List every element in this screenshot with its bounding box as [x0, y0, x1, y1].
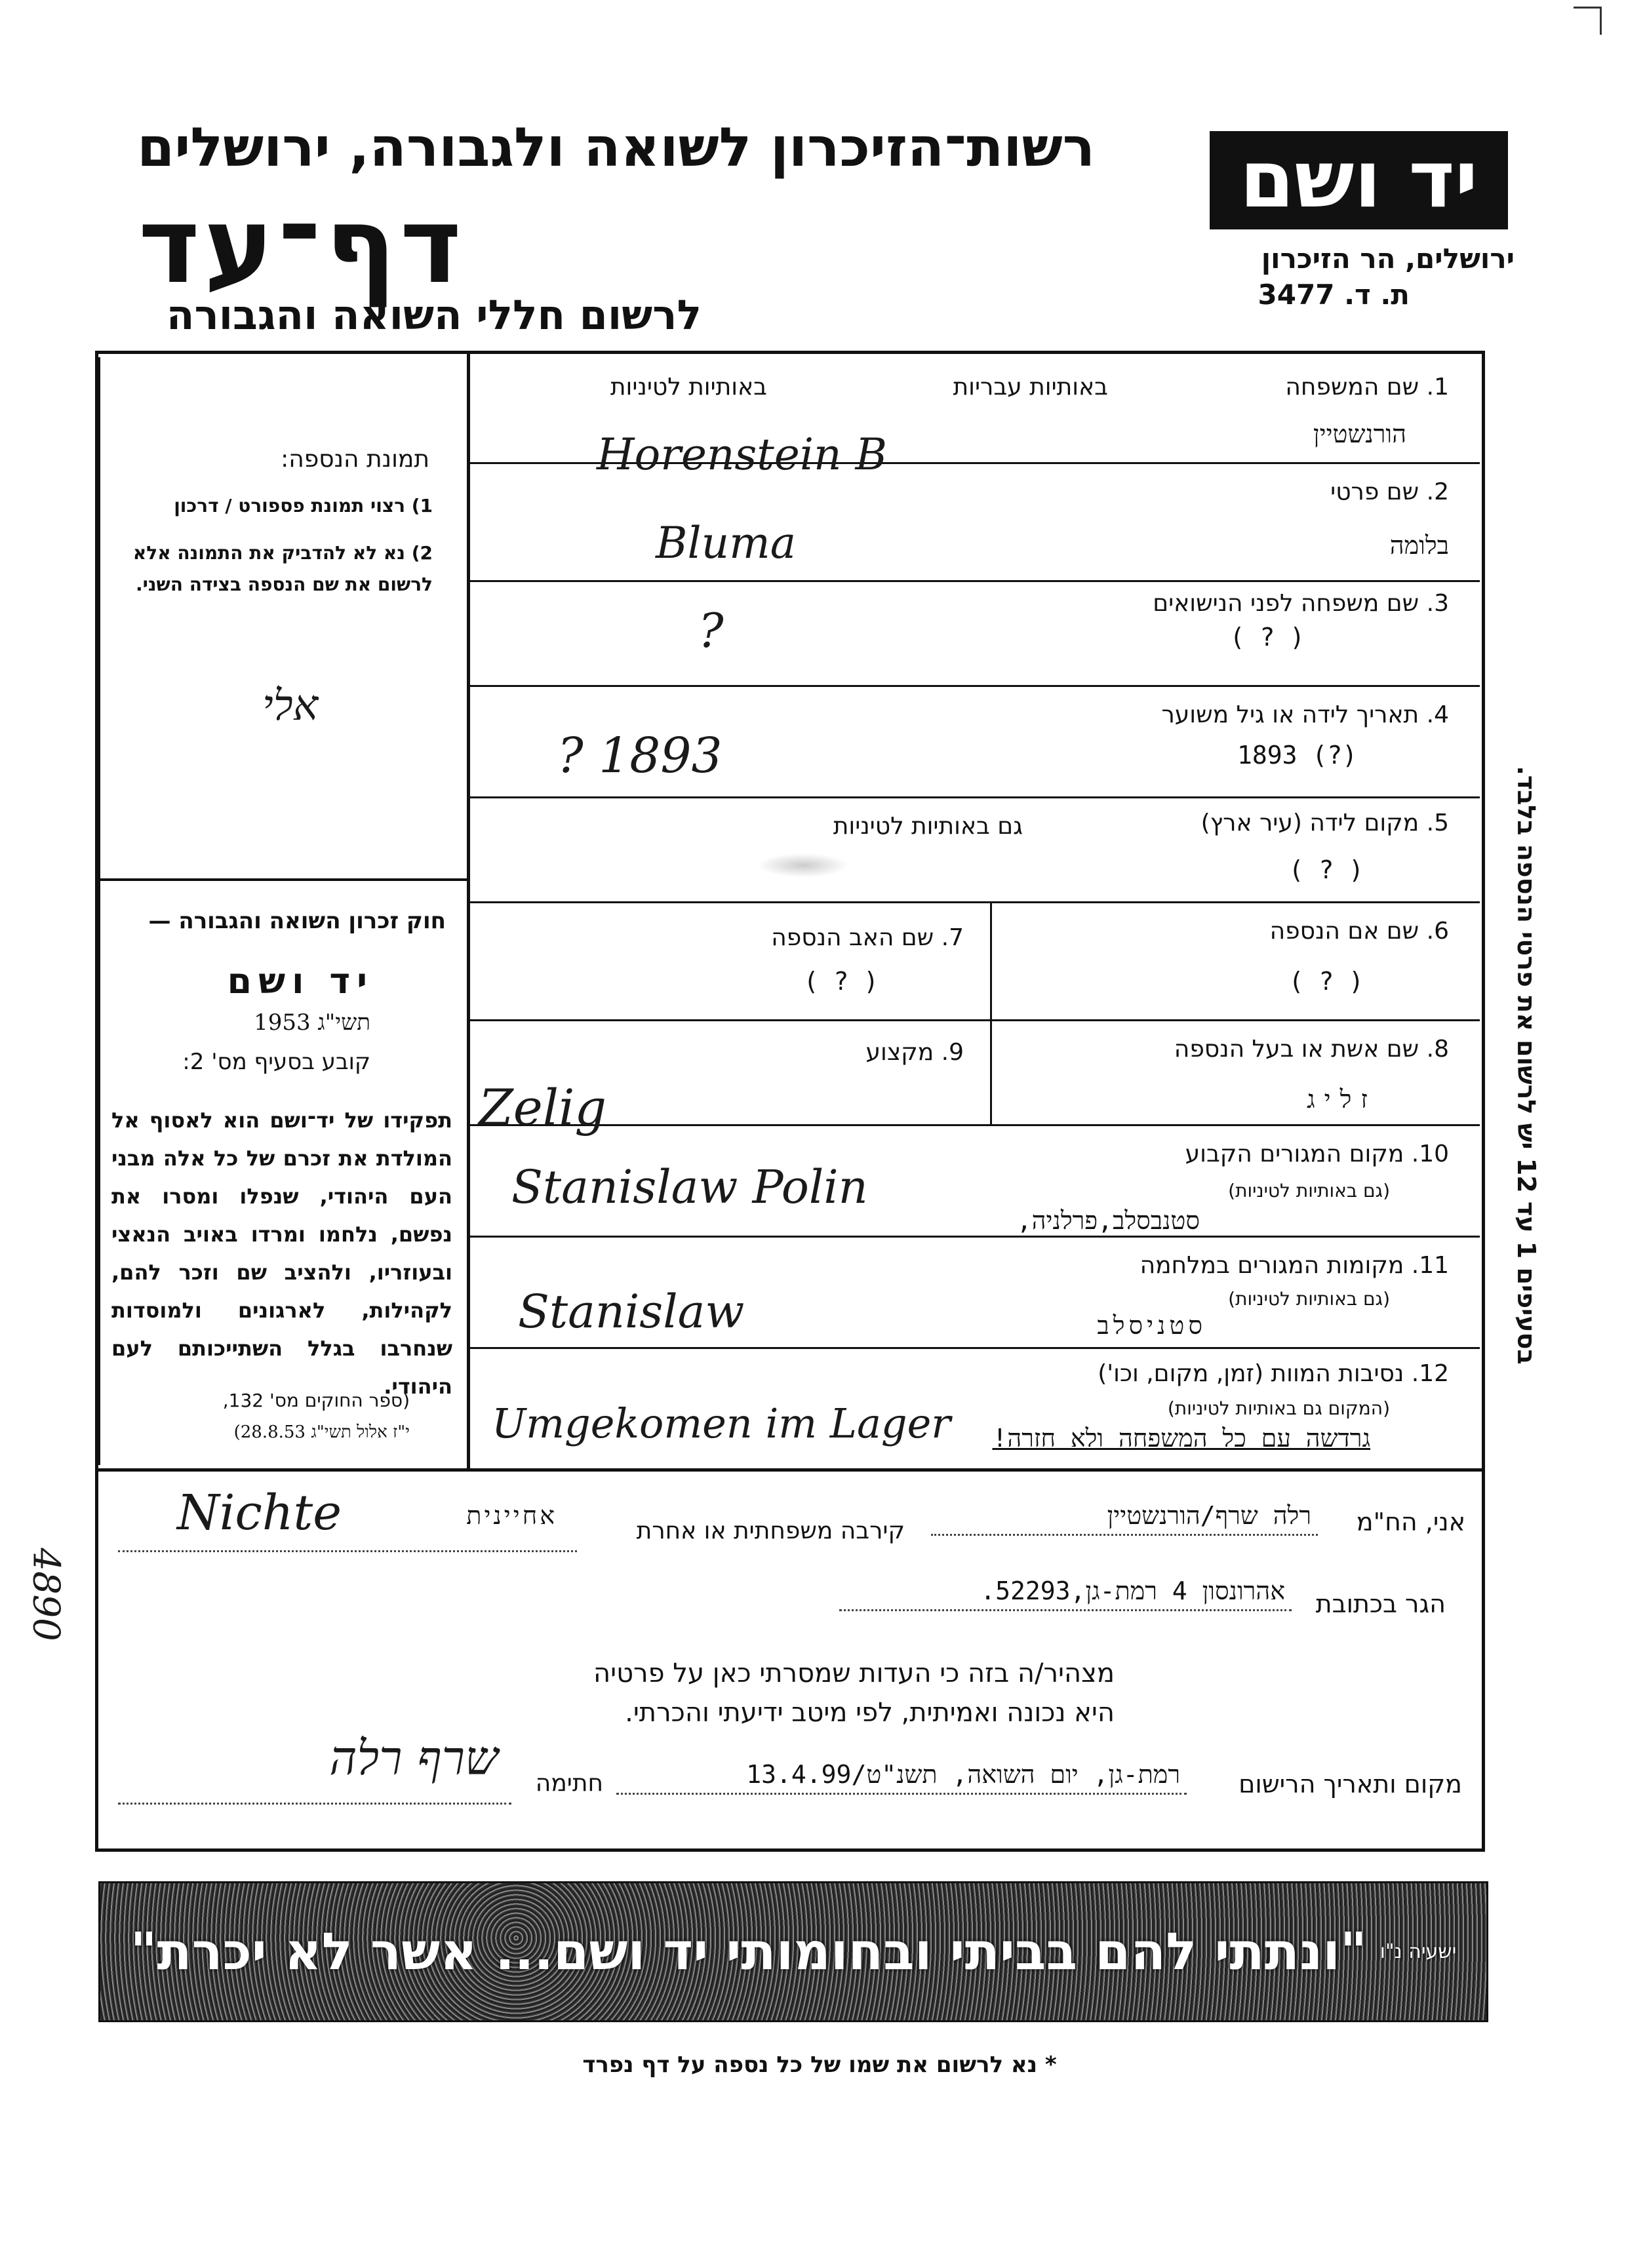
- statement-line-1: מצהיר/ה בזה כי העדות שמסרתי כאן על פרטיה: [593, 1658, 1115, 1689]
- law-name: יד ושם: [227, 960, 374, 1002]
- field-7-label: 7. שם האב הנספה: [771, 924, 964, 951]
- declarant-name[interactable]: רלה שרף/הורנשטיין: [1107, 1501, 1311, 1530]
- field-3-handwritten-value[interactable]: ?: [698, 603, 724, 658]
- form-title: דף־עד: [138, 184, 466, 307]
- field-12-label: 12. נסיבות המוות (זמן, מקום, וכו'): [1098, 1360, 1449, 1387]
- field-10-typed-value[interactable]: סטנבסלב,פרלניה,: [1016, 1206, 1200, 1235]
- photo-note-2: 2) נא לא להדביק את התמונה אלא לרשום את שם הנספה בצידה השני.: [132, 542, 433, 595]
- field-1-label: 1. שם המשפחה: [1285, 374, 1449, 401]
- authority-title: רשות־הזיכרון לשואה ולגבורה, ירושלים: [137, 117, 1095, 179]
- field-9-label: 9. מקצוע: [865, 1039, 964, 1066]
- law-ref-2: י"ז אלול תשי"ג 28.8.53): [233, 1422, 410, 1442]
- field-9-handwritten-value[interactable]: Zelig: [479, 1078, 607, 1137]
- logo-text: יד ושם: [1239, 134, 1478, 225]
- footnote: * נא לרשום את שמו של כל נספה על דף נפרד: [582, 2052, 1057, 2078]
- field-11-sub: (גם באותיות לטיניות): [1228, 1288, 1390, 1310]
- photo-title: תמונת הנספה:: [281, 446, 429, 473]
- relation-label: קירבה משפחתית או אחרת: [636, 1517, 905, 1544]
- corner-marks: [1574, 7, 1602, 35]
- field-1-typed-value[interactable]: הורנשטיין: [1313, 420, 1406, 448]
- field-1-hebrew-header: באותיות עבריות: [953, 374, 1108, 401]
- field-5-typed-value[interactable]: ( ? ): [1288, 855, 1364, 884]
- law-year: תשי"ג 1953: [254, 1009, 370, 1036]
- logo-address-line2: ת. ד. 3477: [1258, 279, 1410, 311]
- field-3-label: 3. שם משפחה לפני הנישואים: [1153, 590, 1449, 617]
- field-2-label: 2. שם פרטי: [1330, 479, 1449, 505]
- banner-text: "ונתתי להם בביתי ובחומותי יד ושם... אשר לא יכרת": [130, 1922, 1367, 1982]
- law-ref-1: (ספר החוקים מס' 132,: [222, 1390, 410, 1411]
- quote-banner: [98, 1881, 1488, 2022]
- address-label: הגר בכתובת: [1315, 1590, 1446, 1618]
- place-date-label: מקום ותאריך הרישום: [1239, 1770, 1462, 1799]
- margin-number: 4890: [24, 1548, 68, 1641]
- relation-handwritten[interactable]: Nichte: [177, 1485, 342, 1541]
- address-value[interactable]: אהרונסון 4 רמת-גן,52293.: [980, 1576, 1285, 1605]
- statement-line-2: היא נכונה ואמיתית, לפי מיטב ידיעתי והכרתי.: [625, 1698, 1115, 1728]
- left-column-divider: [467, 354, 470, 1468]
- place-date-value[interactable]: רמת-גן, יום השואה, תשנ"ט/13.4.99: [746, 1760, 1180, 1789]
- form-subtitle: לרשום חללי השואה והגבורה: [166, 291, 702, 339]
- law-section: קובע בסעיף מס' 2:: [182, 1049, 370, 1075]
- field-4-label: 4. תאריך לידה או גיל משוער: [1161, 701, 1449, 728]
- field-7-typed-value[interactable]: ( ? ): [803, 967, 879, 996]
- field-12-sub: (המקום גם באותיות לטיניות): [1167, 1398, 1390, 1419]
- field-4-typed-value[interactable]: (?) 1893: [1237, 741, 1357, 770]
- field-11-label: 11. מקומות המגורים במלחמה: [1140, 1252, 1449, 1279]
- field-1-latin-header: באותיות לטיניות: [610, 374, 767, 401]
- field-11-handwritten-value[interactable]: Stanislaw: [518, 1285, 745, 1339]
- logo-address-line1: ירושלים, הר הזיכרון: [1261, 243, 1515, 275]
- field-12-handwritten-value[interactable]: Umgekomen im Lager: [492, 1399, 951, 1447]
- relation-typed[interactable]: אחיינית: [466, 1501, 557, 1530]
- field-10-handwritten-value[interactable]: Stanislaw Polin: [511, 1160, 868, 1214]
- field-6-typed-value[interactable]: ( ? ): [1288, 967, 1364, 996]
- field-10-sub: (גם באותיות לטיניות): [1228, 1180, 1390, 1202]
- field-8-typed-value[interactable]: זליג: [1307, 1085, 1377, 1114]
- field-1-handwritten-value[interactable]: Horenstein B: [597, 429, 887, 480]
- law-title: חוק זכרון השואה והגבורה —: [148, 908, 446, 934]
- signature-label: חתימה: [535, 1770, 603, 1797]
- yad-vashem-logo: [1210, 131, 1508, 229]
- field-12-typed-value[interactable]: גרדשה עם כל המשפחה ולא חזרה!: [992, 1424, 1370, 1453]
- field-11-typed-value[interactable]: סטניסלב: [1097, 1311, 1206, 1340]
- law-body: תפקידו של יד־ושם הוא לאסוף אל המולדת את זכרם של כל אלה מבני העם היהודי, שנפלו ומסרו את נפשם, נלחמו ומרדו באויב הנאצי ובעוזריו, ולהציב שם וזכר להם, לקהילות, לארגונים ולמוסדות שנחרבו בגלל השתייכותם לעם היהודי.: [111, 1108, 452, 1399]
- field-6-label: 6. שם אם הנספה: [1269, 918, 1449, 945]
- signature[interactable]: שרף רלה: [329, 1730, 498, 1786]
- field-2-typed-value[interactable]: בלומה: [1389, 531, 1449, 560]
- photo-scribble: אלי: [262, 682, 319, 730]
- field-2-handwritten-value[interactable]: Bluma: [656, 518, 797, 568]
- side-note-vertical: בסעיפים 1 עד 12 יש לרשום את פרטי הנספה בלבד.: [1512, 766, 1541, 1365]
- field-3-typed-value[interactable]: ( ? ): [1229, 623, 1305, 652]
- banner-citation: ישעיה נ"ו: [1379, 1940, 1457, 1963]
- declaration-ani-label: אני, הח"מ: [1356, 1508, 1465, 1536]
- field-5-smudge: [754, 852, 852, 878]
- field-8-label: 8. שם אשת או בעל הנספה: [1174, 1036, 1449, 1063]
- field-5-label: 5. מקום לידה (עיר ארץ): [1200, 810, 1449, 836]
- photo-note-1: 1) רצוי תמונת פספורט / דרכון: [174, 495, 433, 517]
- field-10-label: 10. מקום המגורים הקבוע: [1185, 1141, 1449, 1167]
- field-4-handwritten-value[interactable]: ? 1893: [557, 728, 723, 784]
- panel-separator: [98, 878, 467, 881]
- field-5-latin-header: גם באותיות לטיניות: [833, 813, 1023, 840]
